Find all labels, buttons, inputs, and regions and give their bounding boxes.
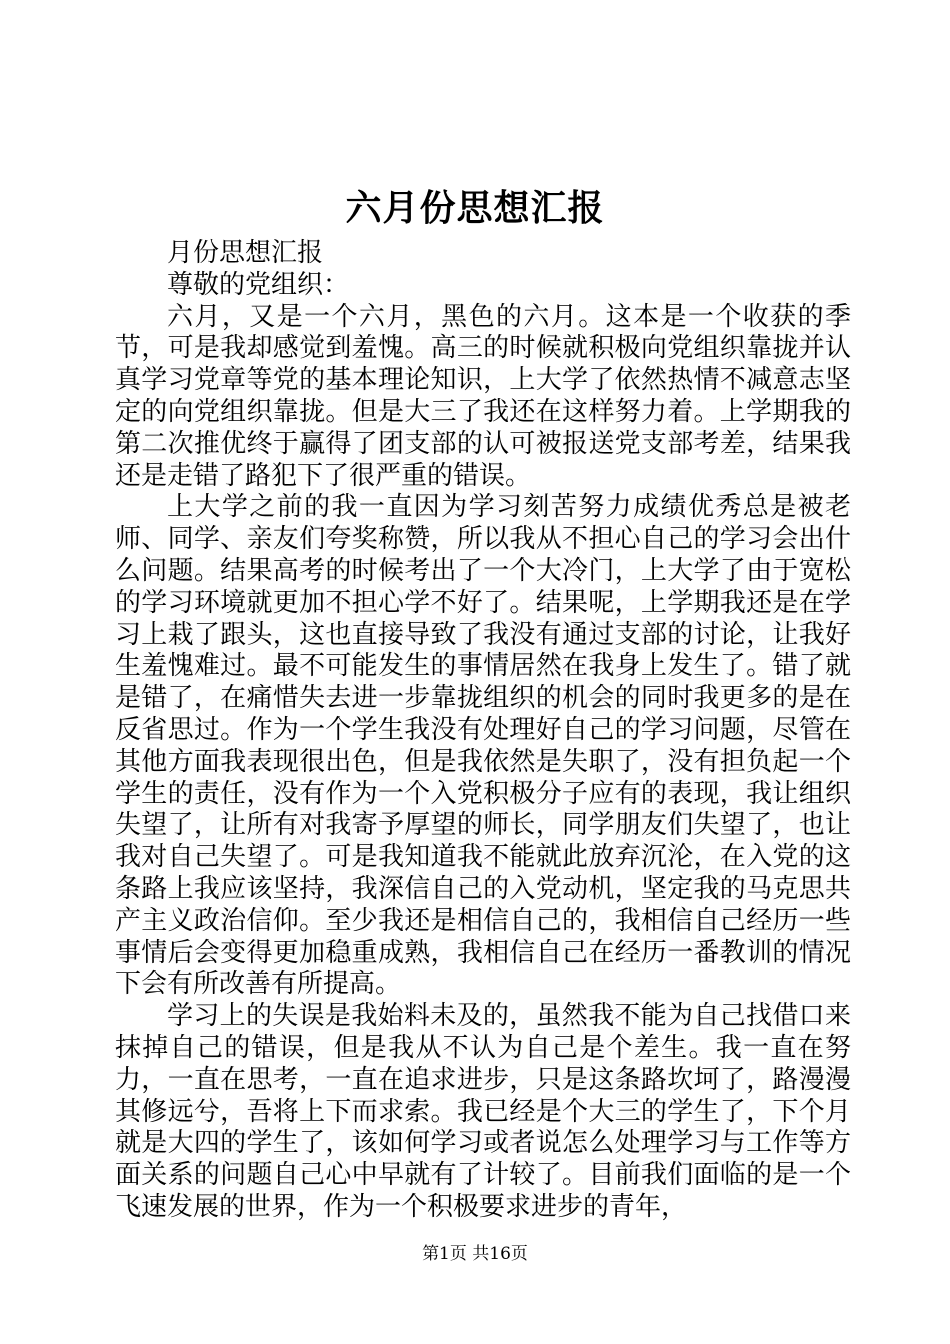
document-body <box>115 238 851 1224</box>
document-title: 六月份思想汇报 <box>345 187 605 229</box>
paragraph-salutation: 尊敬的党组织： <box>167 269 350 300</box>
paragraph: 上大学之前的我一直因为学习刻苦努力成绩优秀总是被老师、同学、亲友们夸奖称赞，所以我从不担心自己的学习会出什么问题。结果高考的时候考出了一个大冷门，上大学了由于宽松的学习环境就更加不担心学不好了。结果呢，上学期我还是在学习上栽了跟头，这也直接导致了我没有通过支部的讨论，让我好生羞愧难过。最不可能发生的事情居然在我身上发生了。错了就是错了，在痛惜失去进一步靠拢组织的机会的同时我更多的是在反省思过。作为一个学生我没有处理好自己的学习问题，尽管在其他方面我表现很出色，但是我依然是失职了，没有担负起一个学生的责任，没有作为一个入党积极分子应有的表现，我让组织失望了，让所有对我寄予厚望的师长，同学朋友们失望了，也让我对自己失望了。可是我知道我不能就此放弃沉沦，在入党的这条路上我应该坚持，我深信自己的入党动机，坚定我的马克思共产主义政治信仰。至少我还是相信自己的，我相信自己经历一些事情后会变得更加稳重成熟，我相信自己在经历一番教训的情况下会有所改善有所提高。 <box>115 492 851 1000</box>
paragraph-subtitle: 月份思想汇报 <box>167 238 324 268</box>
page-number-footer: 第1页 共16页 <box>422 1244 528 1264</box>
paragraph: 六月，又是一个六月，黑色的六月。这本是一个收获的季节，可是我却感觉到羞愧。高三的时候就积极向党组织靠拢并认真学习党章等党的基本理论知识，上大学了依然热情不减意志坚定的向党组织靠拢。但是大三了我还在这样努力着。上学期我的第二次推优终于赢得了团支部的认可被报送党支部考差，结果我还是走错了路犯下了很严重的错误。 <box>115 301 851 491</box>
paragraph: 学习上的失误是我始料未及的，虽然我不能为自己找借口来抹掉自己的错误，但是我从不认为自己是个差生。我一直在努力，一直在思考，一直在追求进步，只是这条路坎坷了，路漫漫其修远兮，吾将上下而求索。我已经是个大三的学生了，下个月就是大四的学生了，该如何学习或者说怎么处理学习与工作等方面关系的问题自己心中早就有了计较了。目前我们面临的是一个飞速发展的世界，作为一个积极要求进步的青年， <box>115 1001 851 1222</box>
